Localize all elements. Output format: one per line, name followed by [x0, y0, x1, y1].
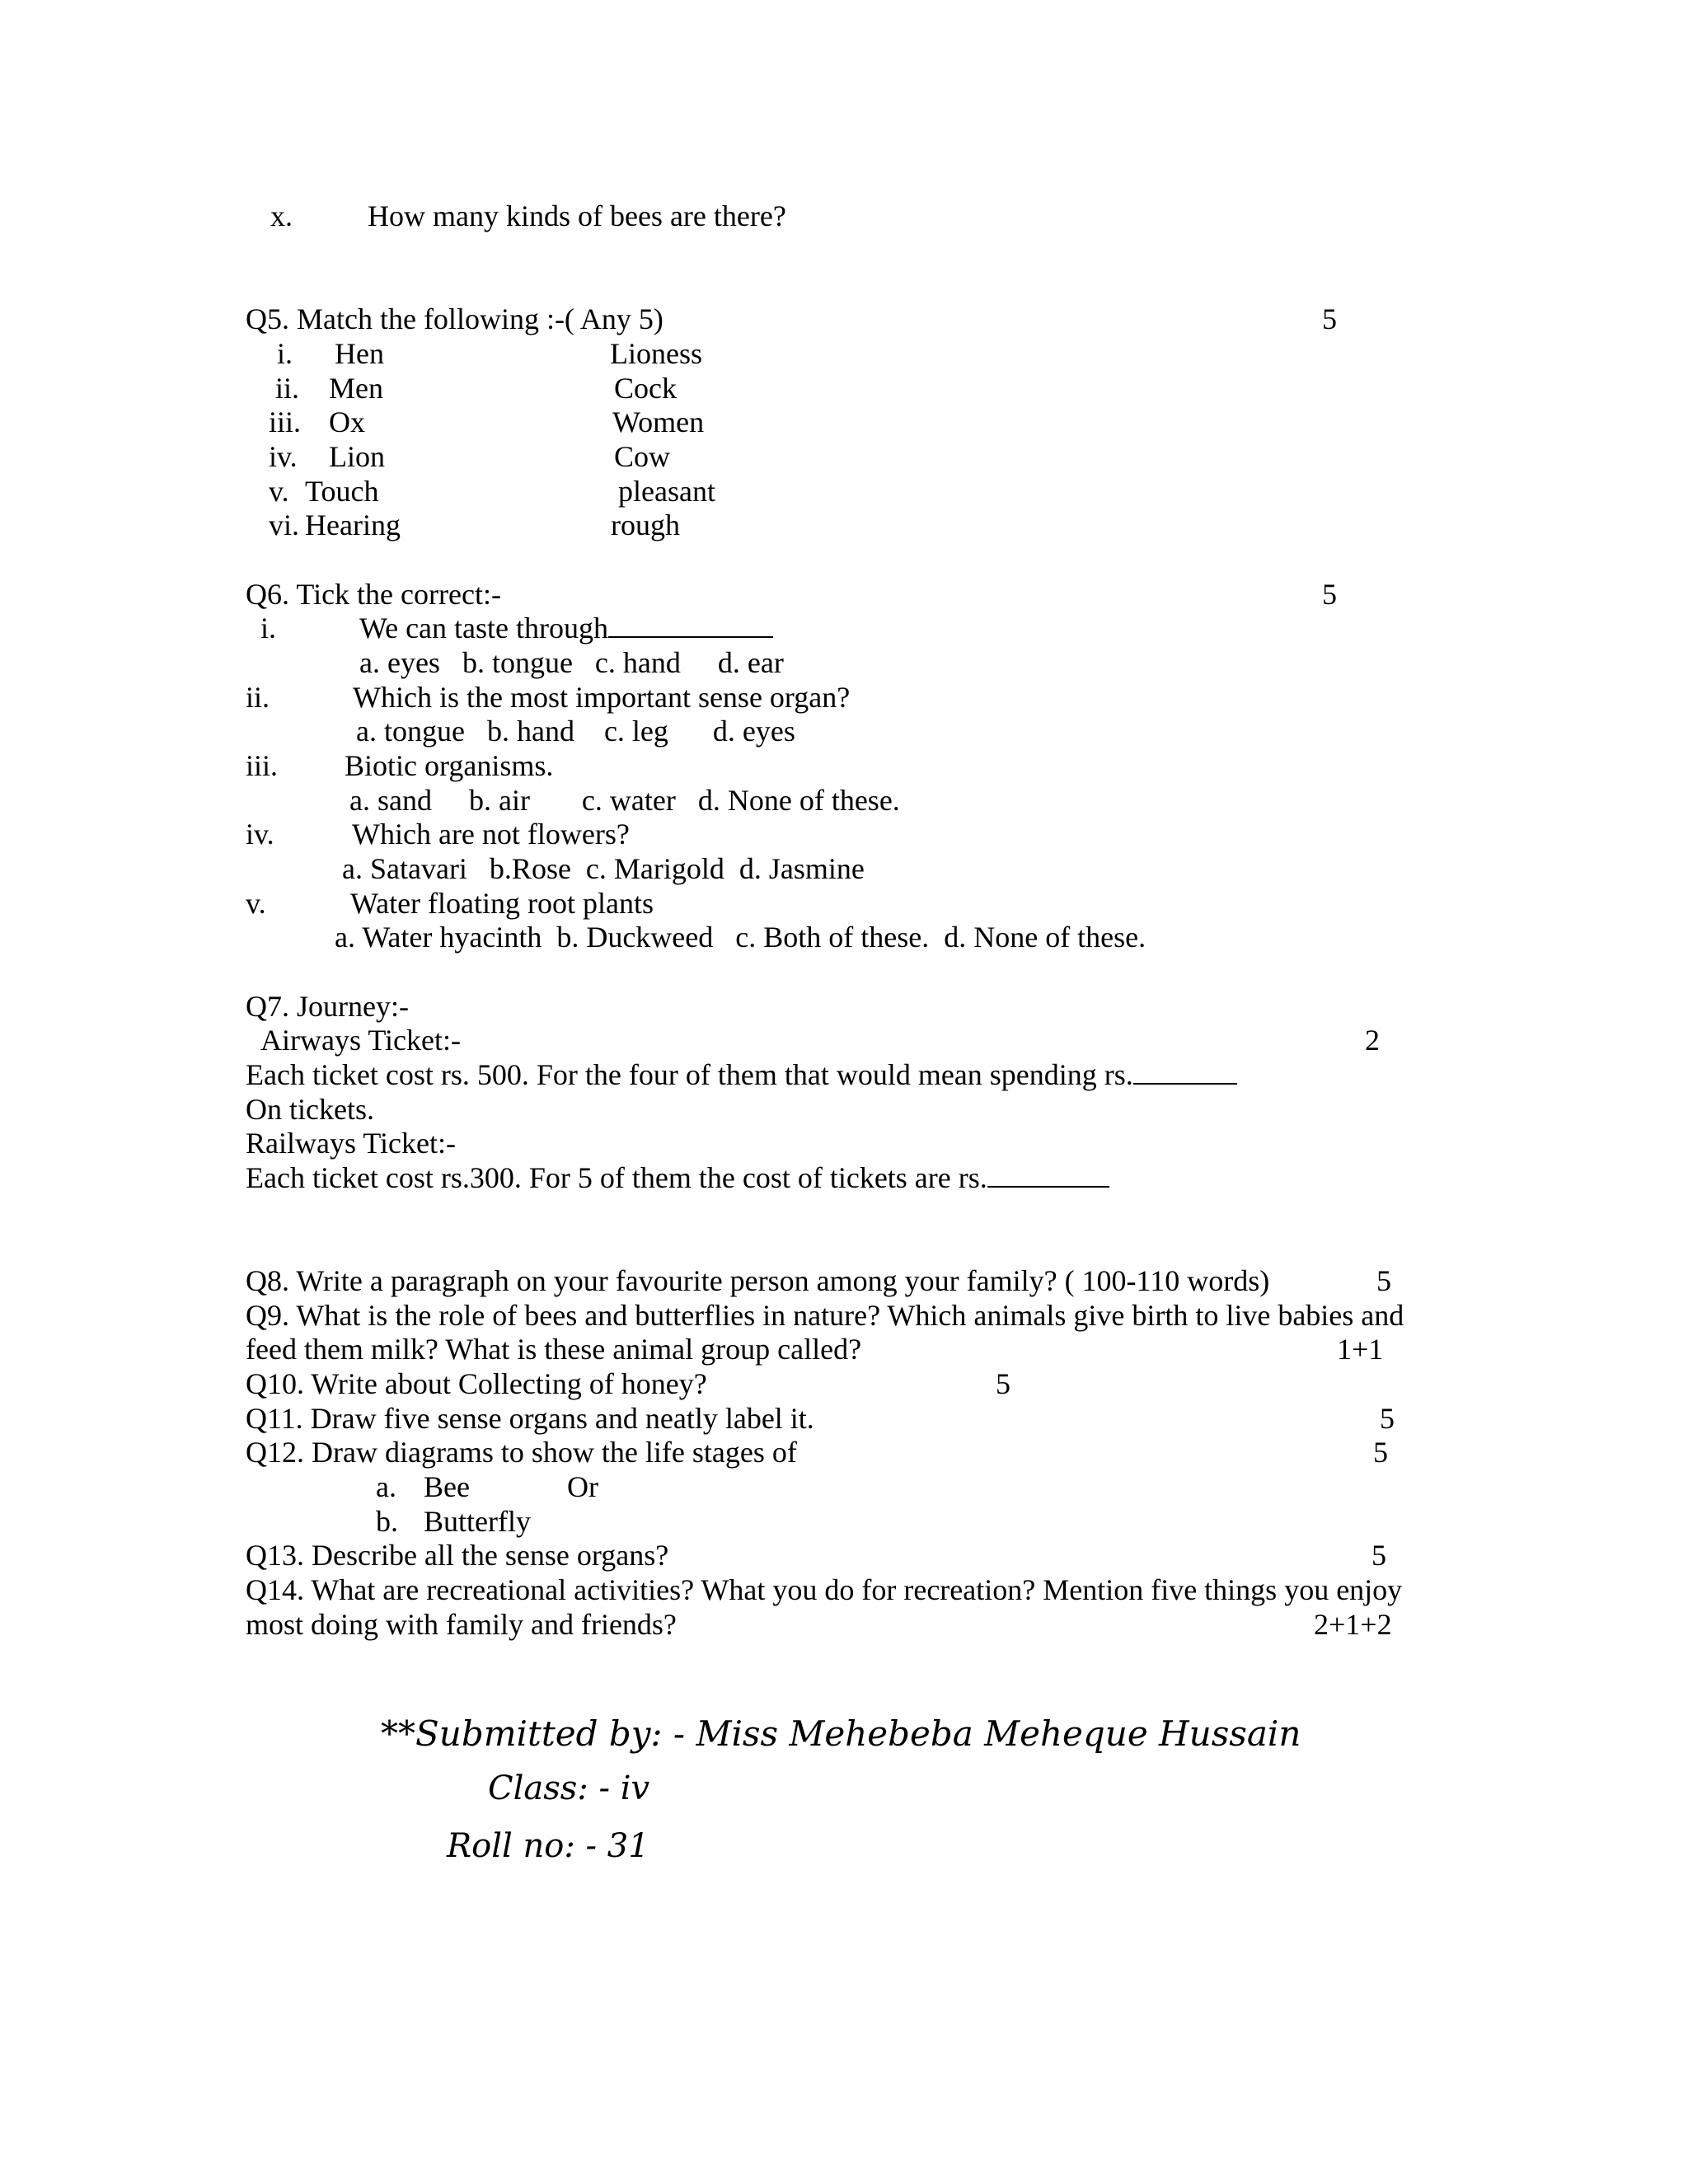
mcq-question: Biotic organisms. [345, 749, 554, 782]
mcq-question: Water floating root plants [350, 887, 654, 920]
q9-text: Q9. What is the role of bees and butterflies in nature? Which animals give birth to live babies and [246, 1299, 1404, 1332]
q8-marks: 5 [1376, 1264, 1391, 1297]
q12-option-num: a. [376, 1470, 396, 1503]
q12-option: Butterfly [424, 1505, 531, 1538]
match-right-item: Cow [614, 440, 671, 473]
match-left-item: Men [329, 372, 383, 405]
q12-option-num: b. [376, 1505, 398, 1538]
mcq-options: a. tongue b. hand c. leg d. eyes [356, 715, 795, 748]
roll-number: Roll no: - 31 [447, 1827, 649, 1865]
match-left-num: i. [277, 337, 293, 370]
railways-label: Railways Ticket:- [246, 1127, 457, 1160]
q9-text-cont: feed them milk? What is these animal group called? [246, 1333, 862, 1366]
match-left-item: Lion [329, 440, 385, 473]
match-left-num: vi. [269, 509, 300, 541]
mcq-question-text: We can taste through [359, 612, 608, 644]
mcq-options: a. Water hyacinth b. Duckweed c. Both of these. d. None of these. [335, 921, 1146, 954]
airways-label: Airways Ticket:- [260, 1024, 461, 1057]
mcq-options: a. eyes b. tongue c. hand d. ear [359, 646, 784, 679]
mcq-question: Which are not flowers? [352, 818, 630, 851]
q5-marks: 5 [1322, 302, 1337, 335]
airways-question-cont: On tickets. [246, 1093, 374, 1126]
q10-marks: 5 [996, 1367, 1010, 1400]
q7-title: Q7. Journey:- [246, 990, 409, 1023]
railways-question [246, 1160, 1109, 1195]
match-left-num: iii. [269, 405, 302, 438]
class-label: Class: - iv [488, 1769, 650, 1807]
q13-marks: 5 [1372, 1539, 1386, 1572]
answer-blank [608, 612, 773, 638]
q14-text-cont: most doing with family and friends? [246, 1608, 677, 1641]
mcq-options: a. Satavari b.Rose c. Marigold d. Jasmine [342, 852, 865, 885]
match-left-item: Ox [329, 405, 365, 438]
q11-marks: 5 [1380, 1402, 1395, 1435]
answer-blank [987, 1161, 1109, 1188]
mcq-number: v. [246, 887, 266, 920]
match-left-item: Hearing [305, 509, 401, 541]
railways-question-text: Each ticket cost rs.300. For 5 of them the cost of tickets are rs. [246, 1161, 987, 1194]
match-right-item: pleasant [618, 475, 715, 508]
q7-marks: 2 [1365, 1024, 1380, 1057]
q12-option: Bee [424, 1470, 470, 1503]
q8-text: Q8. Write a paragraph on your favourite person among your family? ( 100-110 words) [246, 1264, 1270, 1297]
q12-marks: 5 [1373, 1436, 1388, 1469]
mcq-number: i. [260, 612, 277, 644]
q6-marks: 5 [1322, 578, 1337, 611]
match-left-item: Hen [335, 337, 384, 370]
match-left-num: ii. [275, 372, 300, 405]
match-right-item: Women [612, 405, 705, 438]
match-right-item: Lioness [610, 337, 702, 370]
match-left-item: Touch [305, 475, 379, 508]
mcq-question: Which is the most important sense organ? [353, 681, 851, 714]
mcq-options: a. sand b. air c. water d. None of these. [349, 784, 900, 817]
mcq-number: iv. [246, 818, 274, 851]
match-right-item: rough [611, 509, 680, 541]
match-left-num: iv. [269, 440, 298, 473]
match-right-item: Cock [614, 372, 677, 405]
q9-marks: 1+1 [1337, 1333, 1384, 1366]
q5-title: Q5. Match the following :-( Any 5) [246, 302, 663, 335]
match-left-num: v. [269, 475, 289, 508]
question-number: x. [270, 199, 293, 232]
mcq-number: iii. [246, 749, 279, 782]
q6-title: Q6. Tick the correct:- [246, 578, 501, 611]
mcq-number: ii. [246, 681, 270, 714]
submitted-by: **Submitted by: - Miss Mehebeba Meheque Hussain [381, 1713, 1301, 1754]
q11-text: Q11. Draw five sense organs and neatly label it. [246, 1402, 814, 1435]
question-text: How many kinds of bees are there? [368, 199, 786, 232]
q12-or: Or [567, 1470, 598, 1503]
q10-text: Q10. Write about Collecting of honey? [246, 1367, 707, 1400]
q12-text: Q12. Draw diagrams to show the life stages of [246, 1436, 797, 1469]
mcq-question [359, 611, 773, 645]
answer-blank [1133, 1058, 1237, 1085]
q13-text: Q13. Describe all the sense organs? [246, 1539, 669, 1572]
airways-question [246, 1057, 1237, 1092]
q14-text: Q14. What are recreational activities? What you do for recreation? Mention five things you enjoy [246, 1573, 1403, 1606]
q14-marks: 2+1+2 [1314, 1608, 1392, 1641]
airways-question-text: Each ticket cost rs. 500. For the four of them that would mean spending rs. [246, 1058, 1133, 1091]
